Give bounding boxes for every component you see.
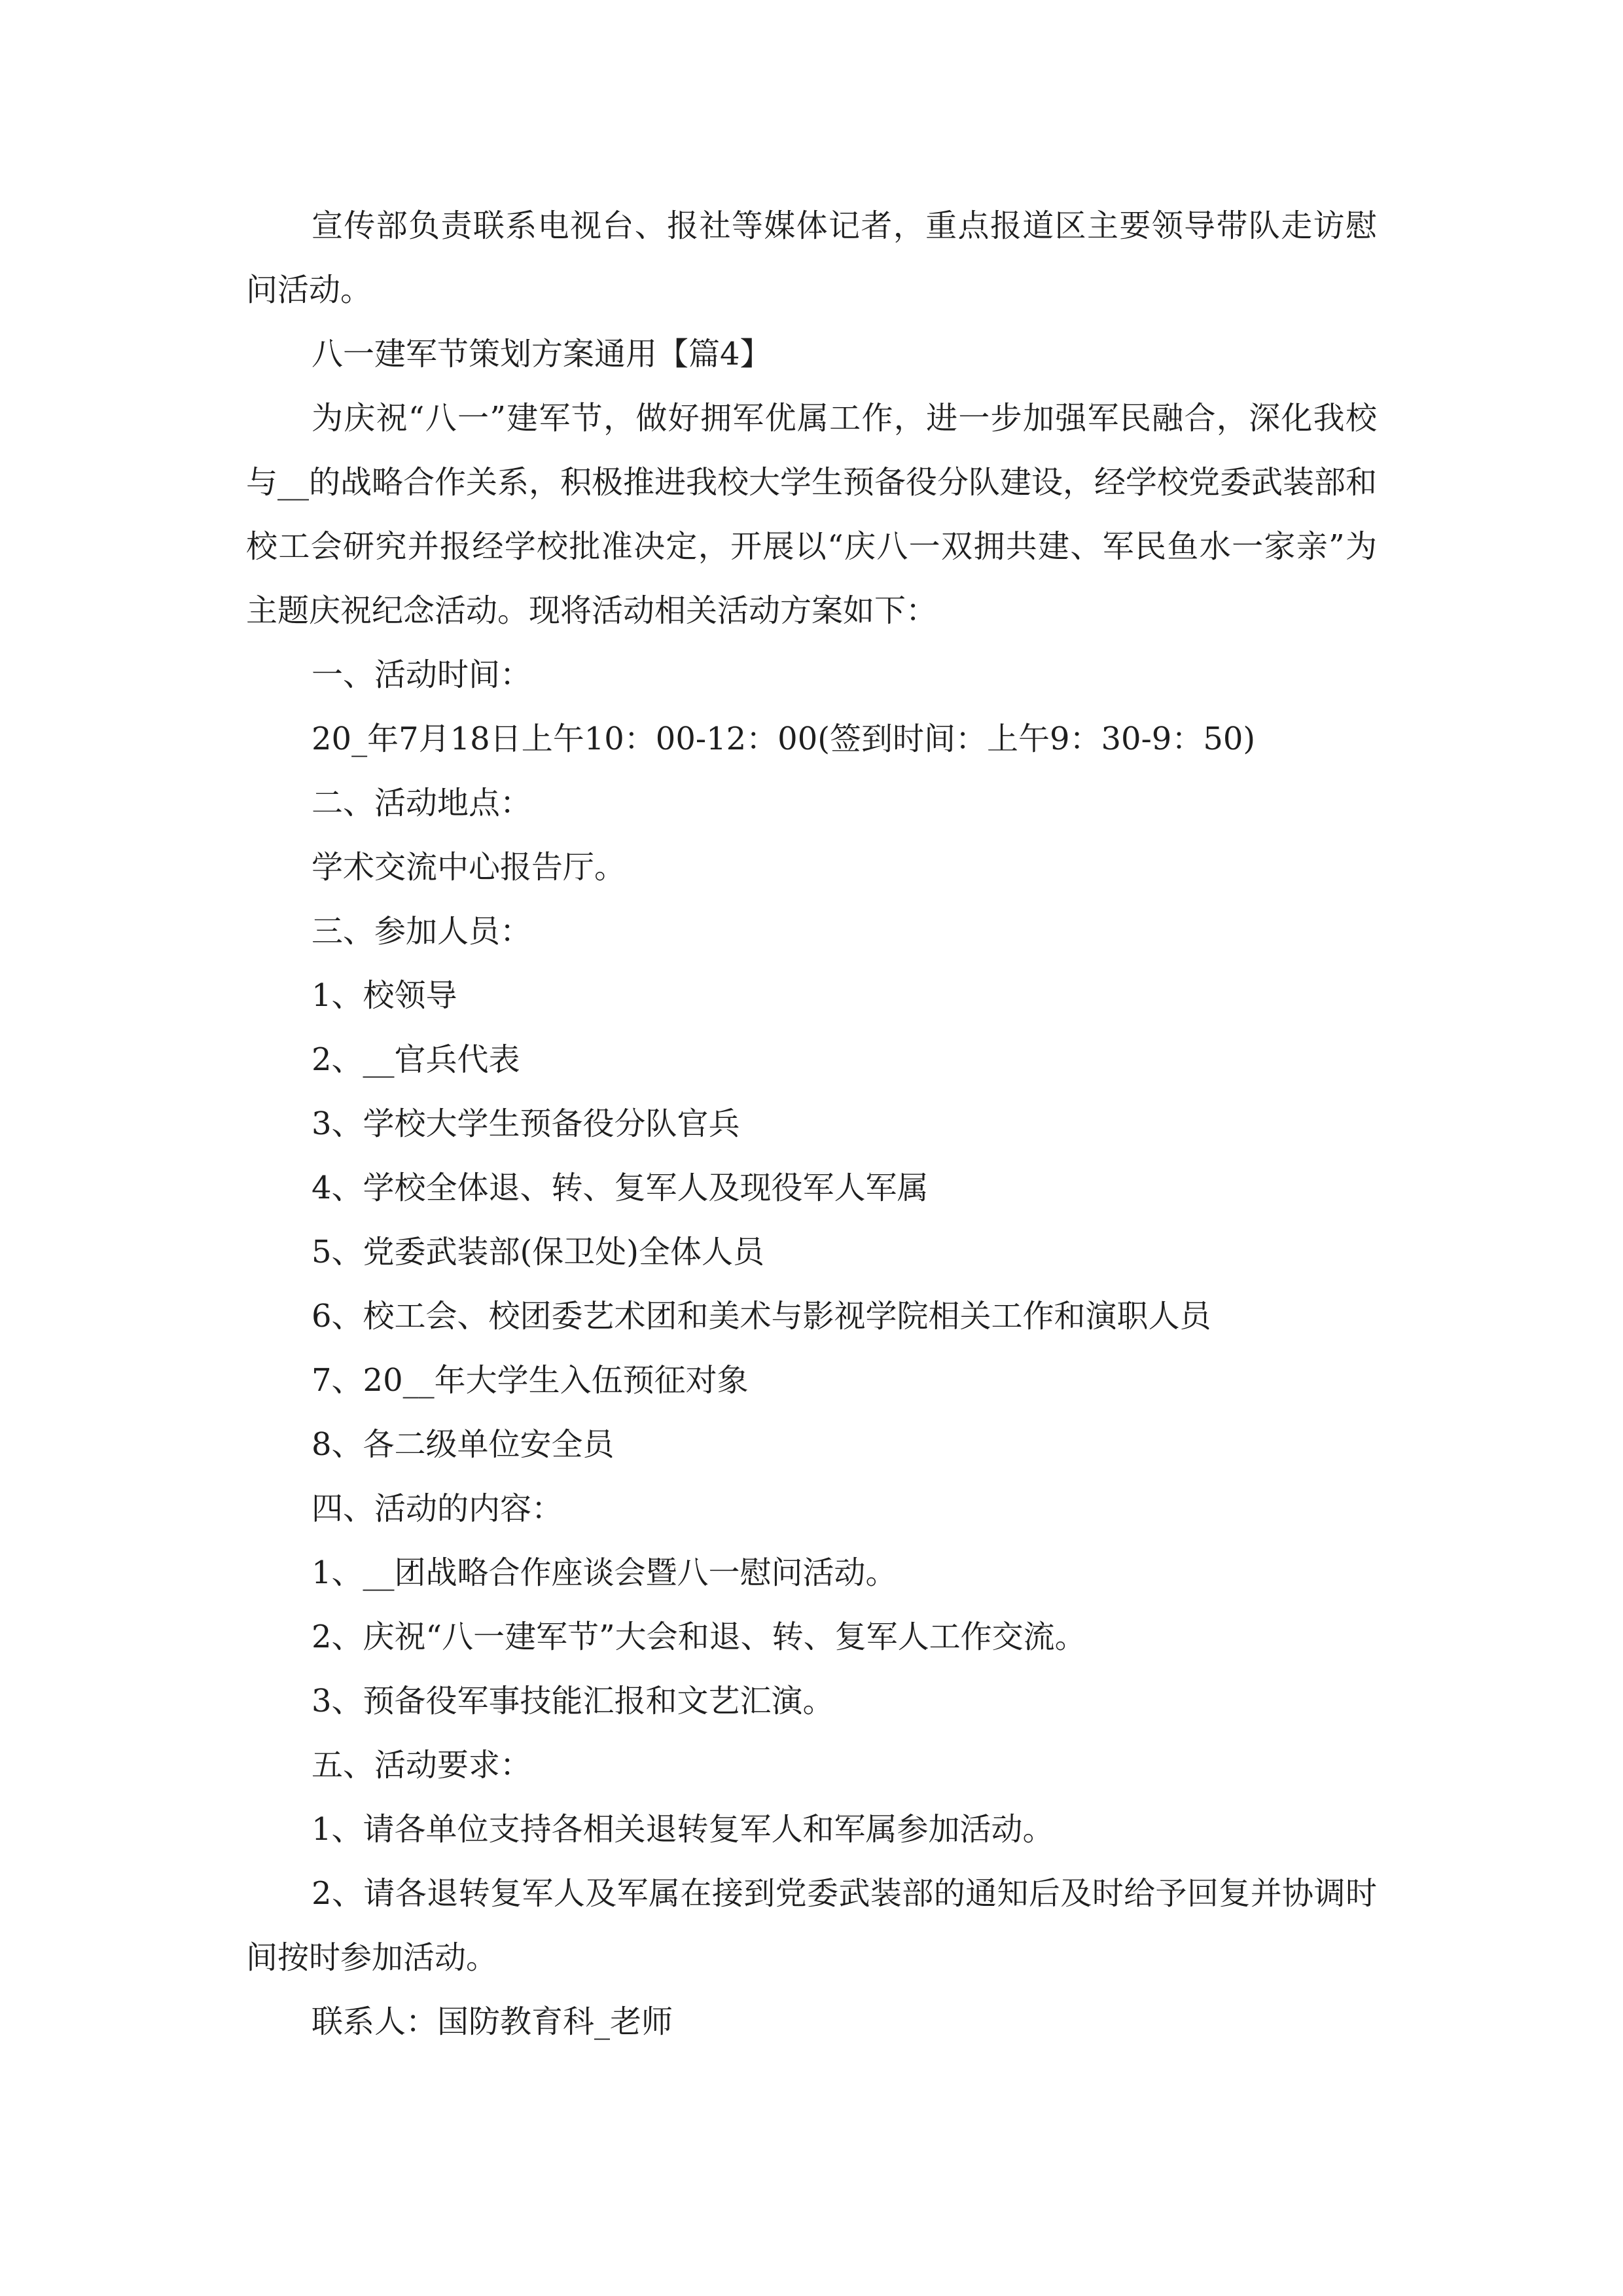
paragraph-activity-time: 20_年7月18日上午10：00-12：00(签到时间：上午9：30-9：50) bbox=[312, 721, 1256, 757]
heading-activity-content: 四、活动的内容： bbox=[312, 1490, 563, 1527]
list-item-participant-6: 6、校工会、校团委艺术团和美术与影视学院相关工作和演职人员 bbox=[312, 1298, 1211, 1335]
heading-participants: 三、参加人员： bbox=[312, 913, 532, 950]
list-item-requirement-2: 2、请各退转复军人及军属在接到党委武装部的通知后及时给予回复并协调时间按时参加活动。 bbox=[246, 1875, 1377, 1976]
list-item-requirement-1: 1、请各单位支持各相关退转复军人和军属参加活动。 bbox=[312, 1811, 1054, 1848]
list-item-content-2: 2、庆祝“八一建军节”大会和退、转、复军人工作交流。 bbox=[312, 1619, 1086, 1655]
heading-activity-location: 二、活动地点： bbox=[312, 785, 532, 821]
document-body bbox=[246, 194, 1377, 2054]
list-item-participant-2: 2、__官兵代表 bbox=[312, 1041, 520, 1078]
list-item-participant-3: 3、学校大学生预备役分队官兵 bbox=[312, 1105, 740, 1142]
list-item-participant-1: 1、校领导 bbox=[312, 977, 457, 1014]
list-item-participant-4: 4、学校全体退、转、复军人及现役军人军属 bbox=[312, 1170, 929, 1206]
paragraph-media-contact: 宣传部负责联系电视台、报社等媒体记者，重点报道区主要领导带队走访慰问活动。 bbox=[246, 207, 1377, 308]
list-item-content-1: 1、__团战略合作座谈会暨八一慰问活动。 bbox=[312, 1554, 897, 1591]
section-heading-part-4: 八一建军节策划方案通用【篇4】 bbox=[312, 336, 772, 372]
paragraph-activity-location: 学术交流中心报告厅。 bbox=[312, 849, 626, 886]
list-item-content-3: 3、预备役军事技能汇报和文艺汇演。 bbox=[312, 1683, 834, 1719]
list-item-participant-5: 5、党委武装部(保卫处)全体人员 bbox=[312, 1234, 764, 1270]
paragraph-introduction: 为庆祝“八一”建军节，做好拥军优属工作，进一步加强军民融合，深化我校与__的战略合作关系，积极推进我校大学生预备役分队建设，经学校党委武装部和校工会研究并报经学校批准决定，开展以“庆八一双拥共建、军民鱼水一家亲”为主题庆祝纪念活动。现将活动相关活动方案如下： bbox=[246, 400, 1378, 629]
list-item-participant-7: 7、20__年大学生入伍预征对象 bbox=[312, 1362, 749, 1399]
heading-activity-time: 一、活动时间： bbox=[312, 656, 532, 693]
heading-activity-requirements: 五、活动要求： bbox=[312, 1747, 532, 1784]
list-item-participant-8: 8、各二级单位安全员 bbox=[312, 1426, 615, 1463]
paragraph-contact-person: 联系人：国防教育科_老师 bbox=[312, 2003, 673, 2040]
